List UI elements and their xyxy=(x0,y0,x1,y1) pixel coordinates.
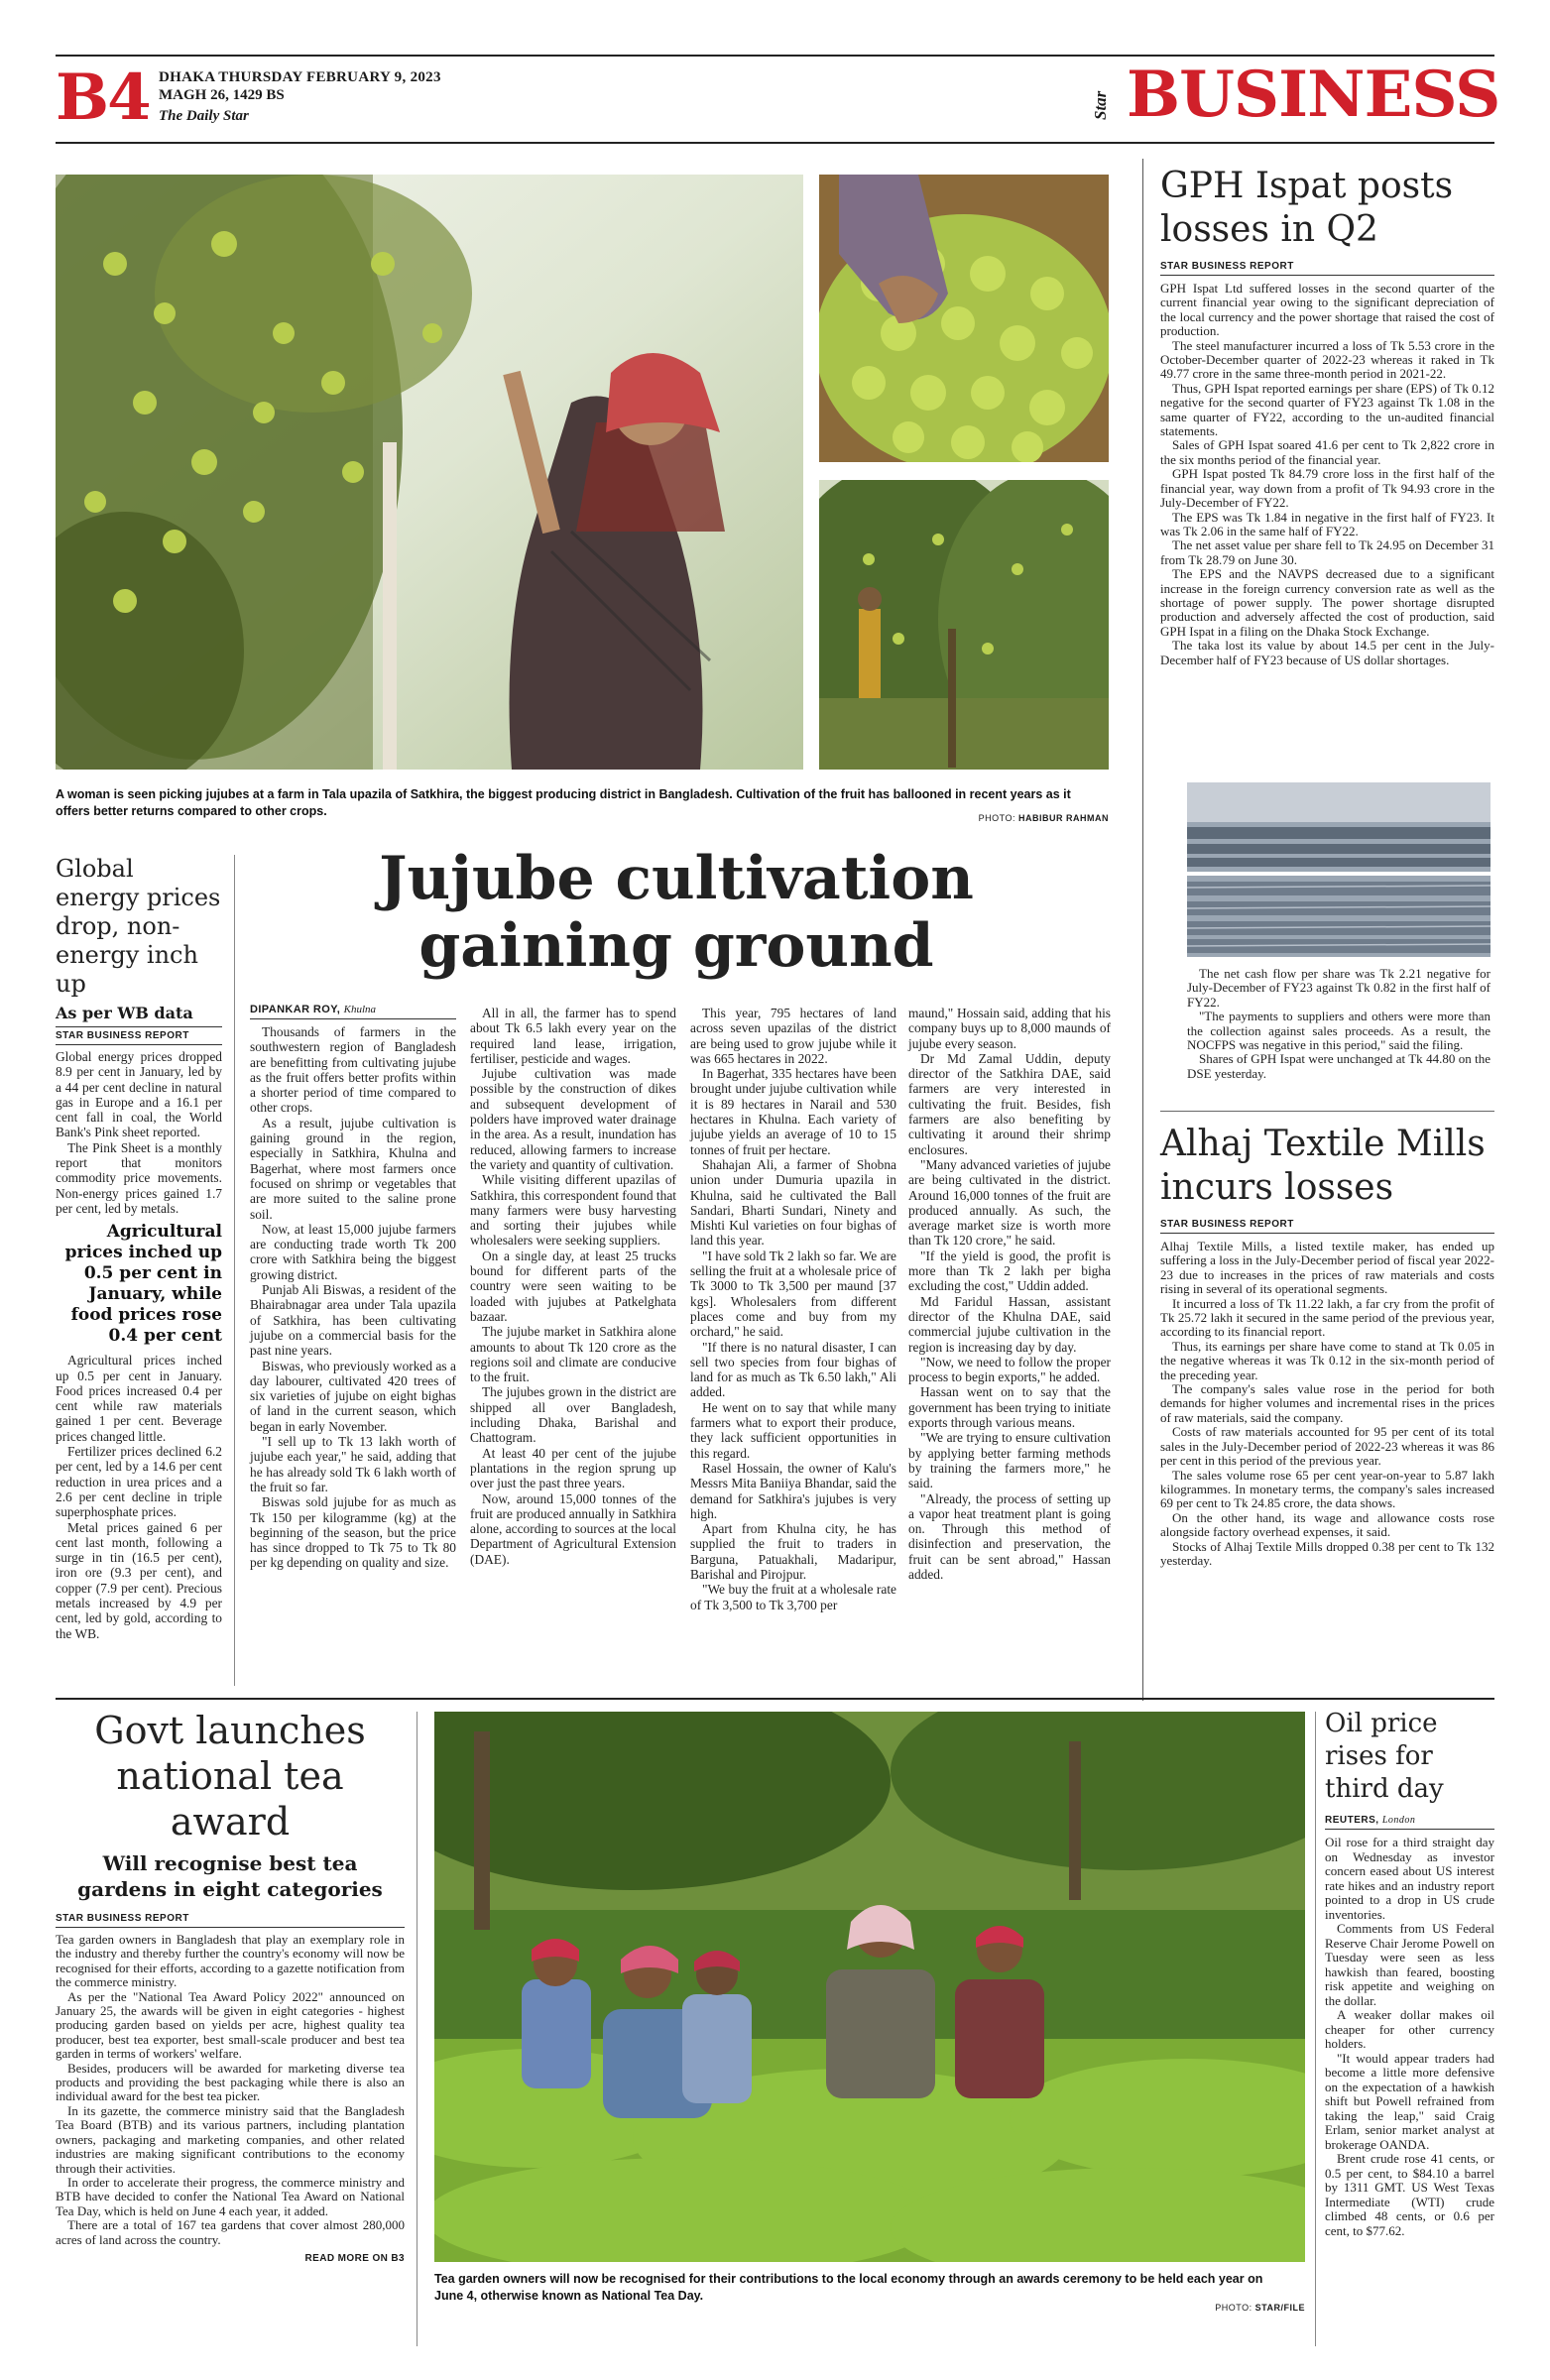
paragraph: Oil rose for a third straight day on Wednesday as investor concern eased about US interest rate hikes and an industry report pointed to a drop in US crude inventories. xyxy=(1325,1835,1494,1922)
paragraph: As per the "National Tea Award Policy 2022" announced on January 25, the awards will be given in eight categories - highest producing garden based on yields per acre, highest quality tea producer, best tea exporter, best small-scale producer and best tea garden in terms of workers' welfare. xyxy=(56,1988,405,2062)
paragraph: Rasel Hossain, the owner of Kalu's Messrs Mita Baniiya Bhandar, said the demand for Satkhira's jujubes is very high. xyxy=(690,1460,896,1521)
paragraph: Now, around 15,000 tonnes of the fruit are produced annually in Satkhira alone, according to sources at the local Department of Agricultural Extension (DAE). xyxy=(470,1490,676,1567)
paragraph: Biswas, who previously worked as a day labourer, cultivated 420 trees of six varieties of jujube on eight bighas of land in the current season, which began in early November. xyxy=(250,1358,456,1434)
paragraph: The EPS was Tk 1.84 in negative in the first half of FY23. It was Tk 2.06 in the same half of FY22. xyxy=(1160,509,1494,538)
paragraph: Shahajan Ali, a farmer of Shobna union under Dumuria upazila in Khulna, said he cultivated the Ball Sandari, Bharti Sundari, Ninety and Mishti Kul varieties on four bighas of land this year. xyxy=(690,1156,896,1249)
paragraph: Hassan went on to say that the government has been trying to initiate exports through various means. xyxy=(908,1384,1111,1431)
jujube-photo-credit: PHOTO: HABIBUR RAHMAN xyxy=(978,813,1109,823)
energy-kicker: STAR BUSINESS REPORT xyxy=(56,1026,222,1045)
paragraph: GPH Ispat Ltd suffered losses in the second quarter of the current financial year owing to the significant depreciation of the local currency and the power shortage that raised the cost of production. xyxy=(1160,281,1494,339)
jujube-col-3 xyxy=(690,1006,896,1612)
alhaj-kicker: STAR BUSINESS REPORT xyxy=(1160,1214,1494,1234)
section-title: BUSINESS xyxy=(1127,58,1500,132)
paragraph: The Pink Sheet is a monthly report that monitors commodity price movements. Non-energy prices gained 1.7 per cent, led by metals. xyxy=(56,1139,222,1216)
jujube-photo-caption: A woman is seen picking jujubes at a farm in Tala upazila of Satkhira, the biggest producing district in Bangladesh. Cultivation of the fruit has ballooned in recent years as it offers better returns compared to other crops. xyxy=(56,787,1071,818)
paragraph: On the other hand, its wage and allowance costs rose alongside factory overhead expenses, it said. xyxy=(1160,1509,1494,1540)
paper-logo: The Daily Star xyxy=(159,108,249,124)
alhaj-body xyxy=(1160,1240,1494,1568)
paragraph: "We are trying to ensure cultivation by applying better farming methods by training the farmers more," he said. xyxy=(908,1430,1111,1491)
paragraph: The steel manufacturer incurred a loss of Tk 5.53 crore in the October-December quarter of 2022-23 whereas it raked in Tk 49.77 crore in the same three-month period in 2021-22. xyxy=(1160,337,1494,382)
tea-read-more[interactable]: READ MORE ON B3 xyxy=(304,2252,405,2264)
paragraph: He went on to say that while many farmers what to export their produce, they lack sufficient opportunities in this regard. xyxy=(690,1399,896,1461)
paragraph: A weaker dollar makes oil cheaper for other currency holders. xyxy=(1325,2007,1494,2051)
paragraph: Fertilizer prices declined 6.2 per cent, led by a 14.6 per cent reduction in urea prices and a 2.6 per cent decline in triple superphosphate prices. xyxy=(56,1444,222,1520)
paragraph: Metal prices gained 6 per cent last month, following a surge in tin (16.5 per cent), iron ore (9.3 per cent), and copper (7.9 per cent). Precious metals increased by 4.9 per cent, led by gold, according to the WB. xyxy=(56,1519,222,1641)
paragraph: In its gazette, the commerce ministry said that the Bangladesh Tea Board (BTB) and its various partners, including plantation owners, packaging and marketing companies, and other related industries are making significant contributions to the economy through their activities. xyxy=(56,2102,405,2176)
paragraph: "If the yield is good, the profit is more than Tk 2 lakh per bigha excluding the cost," Uddin added. xyxy=(908,1248,1111,1294)
gph-body xyxy=(1160,282,1494,667)
energy-body-b xyxy=(56,1353,222,1641)
paragraph: There are a total of 167 tea gardens that cover almost 280,000 acres of land across the country. xyxy=(56,2217,405,2247)
paragraph: Comments from US Federal Reserve Chair Jerome Powell on Tuesday were seen as less hawkish than feared, boosting risk appetite and weighing on the dollar. xyxy=(1325,1921,1494,2008)
oil-body xyxy=(1325,1836,1494,2238)
paragraph: Stocks of Alhaj Textile Mills dropped 0.38 per cent to Tk 132 yesterday. xyxy=(1160,1538,1494,1568)
jujube-col-4 xyxy=(908,1006,1111,1582)
jujube-col-2 xyxy=(470,1006,676,1567)
tea-headline: Govt launches national tea award xyxy=(94,1709,366,1844)
paragraph: The net cash flow per share was Tk 2.21 negative for July-December of FY23 against Tk 0.82 in the first half of FY22. xyxy=(1187,966,1490,1010)
paragraph: Alhaj Textile Mills, a listed textile maker, has ended up suffering a loss in the July-December period of fiscal year 2022-23 due to increases in the prices of raw materials and costs rising in several of its operational segments. xyxy=(1160,1239,1494,1297)
jujube-col-1 xyxy=(250,1024,456,1571)
paragraph: Global energy prices dropped 8.9 per cent in January, led by a 44 per cent decline in natural gas in Europe and a 16.1 per cent fall in coal, the World Bank's Pink sheet reported. xyxy=(56,1049,222,1140)
paragraph: "It would appear traders had become a little more defensive on the expectation of a hawkish shift but Powell refrained from taking the leap," said Craig Erlam, senior market analyst at brokerage OANDA. xyxy=(1325,2050,1494,2152)
steel-photo xyxy=(1187,782,1490,957)
paragraph: Costs of raw materials accounted for 95 per cent of its total sales in the July-December period of 2022-23 whereas it was 86 per cent in this period of the previous year. xyxy=(1160,1424,1494,1469)
gph-kicker: STAR BUSINESS REPORT xyxy=(1160,256,1494,276)
paragraph: The company's sales value rose in the period for both demands for higher volumes and incremental rises in the prices of raw materials, said the company. xyxy=(1160,1381,1494,1425)
bangla-date: MAGH 26, 1429 BS xyxy=(159,87,285,103)
jujube-headline: Jujube cultivation gaining ground xyxy=(379,844,974,981)
tea-photo-caption: Tea garden owners will now be recognised for their contributions to the local economy through an awards ceremony to be held each year on June 4, otherwise known as National Tea Day. xyxy=(434,2272,1263,2303)
paragraph: maund," Hossain said, adding that his company buys up to 8,000 maunds of jujube every season. xyxy=(908,1006,1111,1051)
paragraph: All in all, the farmer has to spend about Tk 6.5 lakh every year on the required land lease, irrigation, fertiliser, pesticide and wages. xyxy=(470,1006,676,1066)
oil-kicker: REUTERS, London xyxy=(1325,1810,1494,1830)
paragraph: Thus, GPH Ispat reported earnings per share (EPS) of Tk 0.12 negative for the second quarter of FY23 against Tk 1.08 in the same quarter of FY22, according to the un-audited financial statements. xyxy=(1160,380,1494,439)
paragraph: "We buy the fruit at a wholesale rate of Tk 3,500 to Tk 3,700 per xyxy=(690,1582,896,1612)
paragraph: This year, 795 hectares of land across seven upazilas of the district are being used to grow jujube while it was 665 hectares in 2022. xyxy=(690,1006,896,1066)
paragraph: GPH Ispat posted Tk 84.79 crore loss in the first half of the financial year, way down from a profit of Tk 94.93 crore in the July-December of FY22. xyxy=(1160,466,1494,511)
paragraph: While visiting different upazilas of Satkhira, this correspondent found that many farmers were busy harvesting and sorting their jujubes while wholesalers were seeking suppliers. xyxy=(470,1172,676,1249)
paragraph: As a result, jujube cultivation is gaining ground in the region, especially in Satkhira, Khulna and Bagerhat, where most farmers once focused on shrimp or vegetables that are more suited to the saline prone soil. xyxy=(250,1115,456,1222)
dateline: DHAKA THURSDAY FEBRUARY 9, 2023 xyxy=(159,69,441,85)
paragraph: "The payments to suppliers and others were more than the collection against sales proceeds. As a result, the NOCFPS was negative in this period," said the filing. xyxy=(1187,1009,1490,1053)
paragraph: Tea garden owners in Bangladesh that play an exemplary role in the industry and thereby further the country's economy will now be recognised for their efforts, according to a gazette notification from the commerce ministry. xyxy=(56,1932,405,1990)
paragraph: "Now, we need to follow the proper process to begin exports," he added. xyxy=(908,1354,1111,1385)
paragraph: The net asset value per share fell to Tk 24.95 on December 31 from Tk 28.79 on June 30. xyxy=(1160,537,1494,567)
paragraph: "Already, the process of setting up a vapor heat treatment plant is going on. Through this method of disinfection and preservation, the fruit can be sent abroad," Hassan added. xyxy=(908,1490,1111,1582)
gph-body-after xyxy=(1187,967,1490,1081)
jujube-byline: DIPANKAR ROY, Khulna xyxy=(250,1004,456,1019)
energy-subhead: Agricultural prices inched up 0.5 per cent in January, while food prices rose 0.4 per cent xyxy=(64,1222,222,1347)
paragraph: Now, at least 15,000 jujube farmers are conducting trade worth Tk 200 crore with Satkhira being the biggest growing district. xyxy=(250,1221,456,1282)
jujube-basket-photo xyxy=(819,175,1109,462)
paragraph: Jujube cultivation was made possible by the construction of dikes and subsequent development of polders have improved water drainage in the area. As a result, inundation has reduced, allowing farmers to increase the variety and quantity of cultivation. xyxy=(470,1066,676,1172)
jujube-main-photo xyxy=(56,175,803,770)
paragraph: Sales of GPH Ispat soared 41.6 per cent to Tk 2,822 crore in the six months period of the financial year. xyxy=(1160,437,1494,467)
paragraph: Besides, producers will be awarded for marketing diverse tea products and providing the best packaging while there is also an individual award for the best tea picker. xyxy=(56,2060,405,2104)
paragraph: "I sell up to Tk 13 lakh worth of jujube each year," he said, adding that he has already sold Tk 6 lakh worth of the fruit so far. xyxy=(250,1434,456,1494)
star-mark: Star xyxy=(1091,90,1110,120)
paragraph: The EPS and the NAVPS decreased due to a significant increase in the foreign currency conversion rate as well as the shortage of power supply. The power shortage disrupted production and adversely affected the cost of production, said GPH Ispat in a filing on the Dhaka Stock Exchange. xyxy=(1160,566,1494,639)
paragraph: Shares of GPH Ispat were unchanged at Tk 44.80 on the DSE yesterday. xyxy=(1187,1051,1490,1081)
paragraph: The jujubes grown in the district are shipped all over Bangladesh, including Dhaka, Barishal and Chattogram. xyxy=(470,1384,676,1446)
gph-headline: GPH Ispat posts losses in Q2 xyxy=(1160,166,1454,250)
paragraph: Md Faridul Hassan, assistant director of the Khulna DAE, said commercial jujube cultivation in the region is increasing day by day. xyxy=(908,1293,1111,1355)
paragraph: In Bagerhat, 335 hectares have been brought under jujube cultivation while it is 89 hectares in Narail and 530 hectares in Khulna. Each variety of jujube yields an average of 10 to 15 tonnes of fruit per hectare. xyxy=(690,1066,896,1157)
paragraph: Dr Md Zamal Uddin, deputy director of the Satkhira DAE, said farmers are very interested in cultivating the fruit. Besides, fish farmers are also benefiting by cultivating it around their shrimp enclosures. xyxy=(908,1050,1111,1157)
paragraph: Thus, its earnings per share have come to stand at Tk 0.05 in the negative whereas it was Tk 0.12 in the six-month period of the preceding year. xyxy=(1160,1338,1494,1382)
paragraph: The sales volume rose 65 per cent year-on-year to 5.87 lakh kilogrammes. In monetary terms, the company's sales increased 69 per cent to Tk 24.85 crore, the data shows. xyxy=(1160,1467,1494,1511)
paragraph: Biswas sold jujube for as much as Tk 150 per kilogramme (kg) at the beginning of the season, but the price has since dropped to Tk 75 to Tk 80 per kg depending on quality and size. xyxy=(250,1494,456,1571)
paragraph: Brent crude rose 41 cents, or 0.5 per cent, to $84.10 a barrel by 1311 GMT. US West Texas Intermediate (WTI) crude climbed 48 cents, or 0.6 per cent, to $77.62. xyxy=(1325,2151,1494,2238)
paragraph: "Many advanced varieties of jujube are being cultivated in the district. Around 16,000 tonnes of the fruit are produced annually. As such, the average market size is worth more than Tk 120 crore," he said. xyxy=(908,1156,1111,1249)
tea-body xyxy=(56,1933,405,2247)
paragraph: "I have sold Tk 2 lakh so far. We are selling the fruit at a wholesale price of Tk 3000 to Tk 3,500 per maund [37 kgs]. Wholesalers from different places come and buy from my orchard," he said. xyxy=(690,1248,896,1340)
paragraph: It incurred a loss of Tk 11.22 lakh, a far cry from the profit of Tk 25.72 lakh it secured in the same period of the previous year, according to its financial report. xyxy=(1160,1295,1494,1340)
paragraph: In order to accelerate their progress, the commerce ministry and BTB have decided to confer the National Tea Award on National Tea Day, which is held on June 4 each year, it added. xyxy=(56,2174,405,2218)
alhaj-headline: Alhaj Textile Mills incurs losses xyxy=(1160,1124,1486,1208)
jujube-orchard-photo xyxy=(819,480,1109,770)
paragraph: Thousands of farmers in the southwestern region of Bangladesh are benefitting from cultivating jujube as the fruit offers better profits within a shorter period of time compared to other crops. xyxy=(250,1024,456,1116)
tea-deck: Will recognise best tea gardens in eight categories xyxy=(77,1851,383,1901)
paragraph: At least 40 per cent of the jujube plantations in the region sprung up over just the past three years. xyxy=(470,1445,676,1491)
paragraph: Punjab Ali Biswas, a resident of the Bhairabnagar area under Tala upazila of Satkhira, has been cultivating jujube on a commercial basis for the past nine years. xyxy=(250,1282,456,1359)
energy-deck: As per WB data xyxy=(56,1004,193,1022)
tea-garden-photo xyxy=(434,1712,1305,2262)
paragraph: The taka lost its value by about 14.5 per cent in the July-December half of FY23 because of US dollar shortages. xyxy=(1160,638,1494,667)
paragraph: On a single day, at least 25 trucks bound for different parts of the country were seen waiting to be loaded with jujubes at Patkelghata bazaar. xyxy=(470,1248,676,1324)
page-number: B4 xyxy=(56,60,150,135)
energy-headline: Global energy prices drop, non-energy inch up xyxy=(56,855,221,998)
energy-body-a xyxy=(56,1049,222,1216)
paragraph: Apart from Khulna city, he has supplied the fruit to traders in Barguna, Patuakhali, Madaripur, Barishal and Pirojpur. xyxy=(690,1521,896,1582)
tea-photo-credit: PHOTO: STAR/FILE xyxy=(1215,2303,1305,2313)
paragraph: Agricultural prices inched up 0.5 per cent in January. Food prices increased 0.4 per cent while raw materials gained 1 per cent. Beverage prices changed little. xyxy=(56,1353,222,1444)
paragraph: "If there is no natural disaster, I can sell two species from four bighas of land for as much as Tk 6.50 lakh," Ali added. xyxy=(690,1339,896,1400)
tea-kicker: STAR BUSINESS REPORT xyxy=(56,1910,405,1928)
paragraph: The jujube market in Satkhira alone amounts to about Tk 120 crore as the regions soil and climate are conducive to the fruit. xyxy=(470,1324,676,1385)
oil-headline: Oil price rises for third day xyxy=(1325,1709,1444,1804)
